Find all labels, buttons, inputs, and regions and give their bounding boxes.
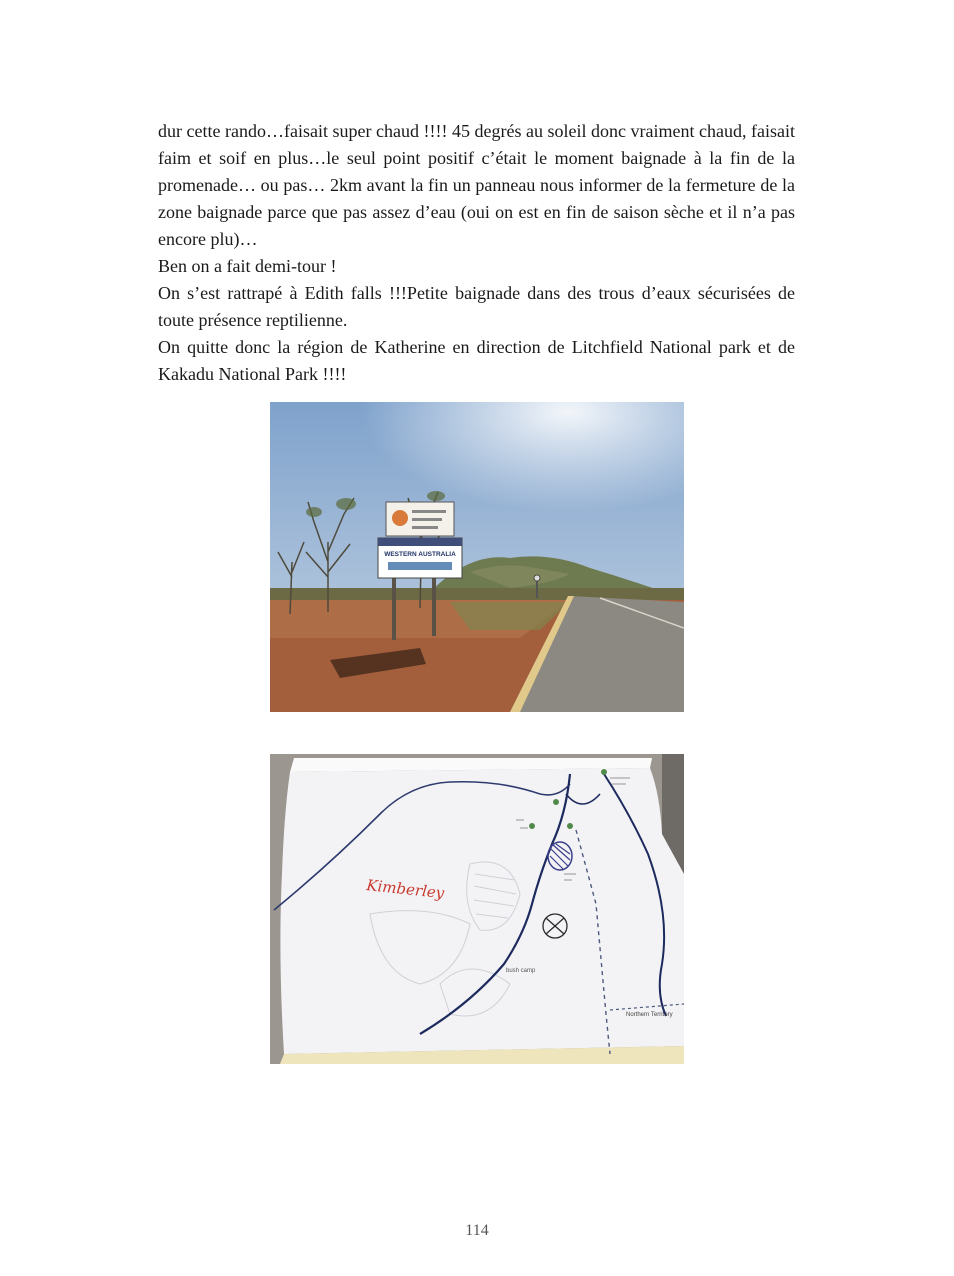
road-sign-photo	[270, 402, 684, 712]
upper-sign-logo-icon	[392, 510, 408, 526]
page-number: 114	[465, 1222, 489, 1239]
hand-drawn-map-photo	[270, 754, 684, 1064]
sign-post-left	[392, 578, 396, 640]
paragraph-edith-falls: On s’est rattrapé à Edith falls !!!Petite baignade dans des trous d’eaux sécurisées de toute présence reptilienne.	[158, 283, 795, 330]
paragraph-hike: dur cette rando…faisait super chaud !!!! 45 degrés au soleil donc vraiment chaud, faisait faim et soif en plus…le seul point positif c’était le moment baignade à la fin de la promenade… ou pas… 2km avant la fin un panneau nous informer de la fermeture de la zone baignade parce que pas assez d’eau (oui on est en fin de saison sèche et il n’a pas encore plu)…	[158, 121, 795, 249]
paragraph-turnaround: Ben on a fait demi-tour !	[158, 256, 337, 276]
body-text	[158, 118, 795, 388]
paragraph-departure: On quitte donc la région de Katherine en direction de Litchfield National park et de Kakadu National Park !!!!	[158, 337, 795, 384]
sign-text: WESTERN AUSTRALIA	[384, 551, 456, 558]
kimberley-label: Kimberley	[365, 876, 446, 903]
map-illustration	[270, 754, 684, 1064]
road-sign-illustration	[270, 402, 684, 712]
bush-camp-label: bush camp	[506, 968, 536, 974]
paper-sheet	[280, 768, 684, 1054]
territory-label: Northern Territory	[626, 1012, 673, 1018]
sign-post-right	[432, 574, 436, 636]
